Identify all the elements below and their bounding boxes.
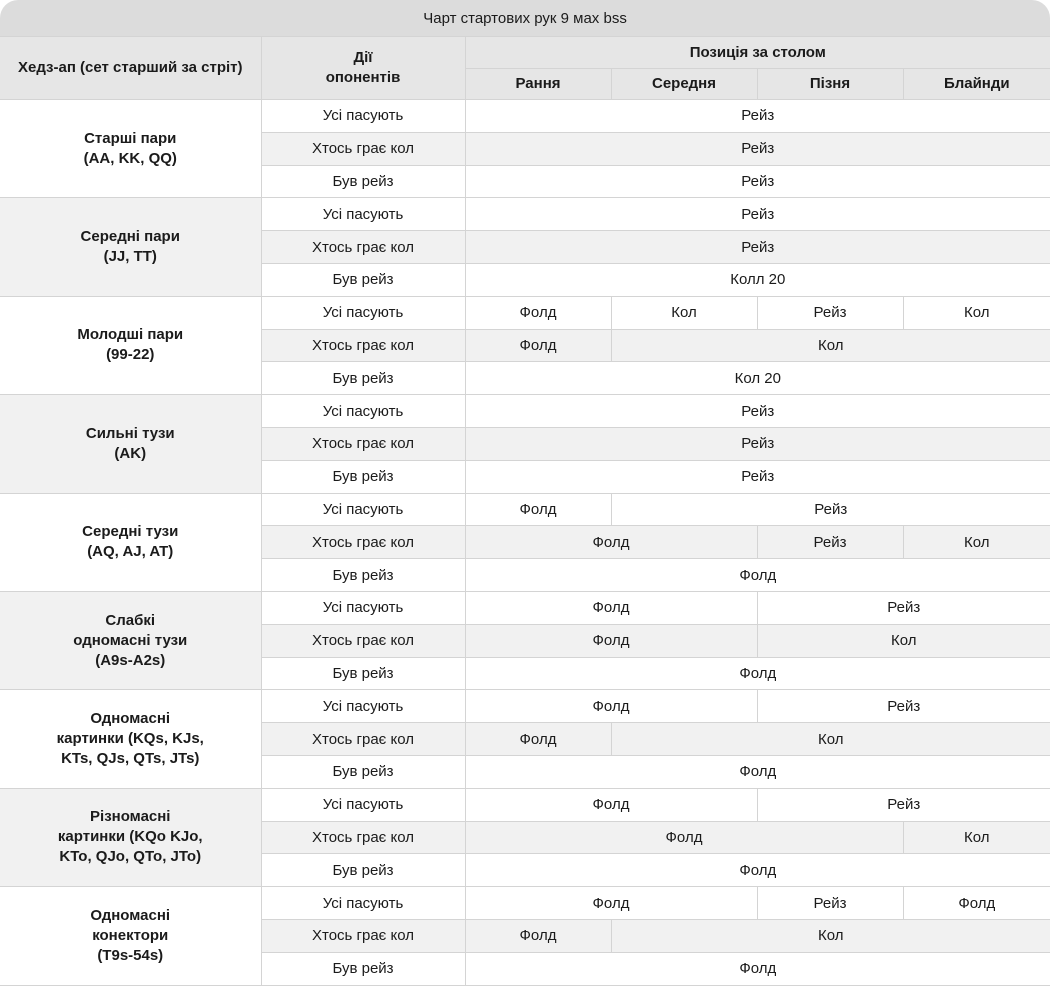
decision-cell: Рейз	[757, 296, 903, 329]
decision-cell: Рейз	[465, 395, 1050, 428]
decision-cell: Рейз	[757, 788, 1050, 821]
hand-group-line: Різномасні	[90, 808, 171, 826]
decision-cell: Кол	[611, 919, 1050, 952]
decision-cell: Рейз	[465, 231, 1050, 264]
decision-cell: Фолд	[465, 952, 1050, 985]
hand-group-line: Сильні тузи	[85, 424, 175, 442]
table-title: Чарт стартових рук 9 мах bss	[0, 0, 1050, 37]
opponent-action: Усі пасують	[261, 493, 465, 526]
hand-group-line: Середні пари	[80, 228, 180, 246]
decision-cell: Рейз	[465, 460, 1050, 493]
opponent-action: Був рейз	[261, 657, 465, 690]
decision-cell: Рейз	[465, 198, 1050, 231]
opponent-action: Був рейз	[261, 460, 465, 493]
decision-cell: Кол	[903, 526, 1050, 559]
table-body	[0, 100, 1050, 986]
hand-group-name	[0, 690, 261, 788]
hand-group-line: (AK)	[114, 444, 147, 462]
decision-cell: Фолд	[465, 526, 757, 559]
opponent-action: Був рейз	[261, 559, 465, 592]
hand-group-name	[0, 395, 261, 493]
position-header: Позиція за столом	[465, 37, 1050, 69]
decision-cell: Рейз	[611, 493, 1050, 526]
hand-group-line: картинки (KQs, KJs,	[56, 730, 204, 748]
hand-group-line: конектори	[92, 926, 169, 944]
position-early: Рання	[465, 69, 611, 100]
opponent-action: Був рейз	[261, 263, 465, 296]
table-row	[0, 788, 1050, 821]
decision-cell: Кол	[903, 296, 1050, 329]
decision-cell: Фолд	[465, 854, 1050, 887]
hand-group-line: Середні тузи	[82, 523, 179, 541]
opponent-action: Хтось грає кол	[261, 723, 465, 756]
opponent-action: Був рейз	[261, 755, 465, 788]
hand-group-name	[0, 296, 261, 394]
decision-cell: Фолд	[465, 493, 611, 526]
table-row	[0, 887, 1050, 920]
decision-cell: Рейз	[757, 591, 1050, 624]
hand-group-line: KTs, QJs, QTs, JTs)	[61, 750, 200, 768]
decision-cell: Фолд	[465, 887, 757, 920]
decision-cell: Фолд	[465, 591, 757, 624]
opponent-action: Усі пасують	[261, 690, 465, 723]
hand-group-line: Молодші пари	[77, 326, 184, 344]
hand-group-name	[0, 887, 261, 985]
opponent-action: Був рейз	[261, 952, 465, 985]
hand-group-line: Одномасні	[90, 906, 171, 924]
opponent-action: Усі пасують	[261, 591, 465, 624]
decision-cell: Кол	[611, 329, 1050, 362]
opponent-action: Був рейз	[261, 854, 465, 887]
decision-cell: Рейз	[465, 427, 1050, 460]
decision-cell: Фолд	[465, 821, 903, 854]
hand-group-line: Старші пари	[84, 129, 177, 147]
hand-group-name	[0, 493, 261, 591]
opponent-action: Хтось грає кол	[261, 919, 465, 952]
decision-cell: Фолд	[465, 657, 1050, 690]
hand-group-name	[0, 198, 261, 296]
decision-cell: Фолд	[465, 559, 1050, 592]
opponent-action: Усі пасують	[261, 296, 465, 329]
hand-group-name	[0, 591, 261, 689]
decision-cell: Рейз	[465, 100, 1050, 133]
table-row	[0, 296, 1050, 329]
decision-cell: Кол	[903, 821, 1050, 854]
hand-group-line: (JJ, TT)	[103, 248, 157, 266]
hand-group-line: (99-22)	[106, 346, 155, 364]
decision-cell: Колл 20	[465, 263, 1050, 296]
opponent-action: Хтось грає кол	[261, 624, 465, 657]
decision-cell: Фолд	[465, 919, 611, 952]
opponent-action: Був рейз	[261, 362, 465, 395]
decision-cell: Рейз	[465, 165, 1050, 198]
decision-cell: Кол	[757, 624, 1050, 657]
table-row	[0, 198, 1050, 231]
hand-group-name	[0, 100, 261, 198]
table-row	[0, 591, 1050, 624]
decision-cell: Фолд	[465, 690, 757, 723]
hand-group-line: Одномасні	[90, 710, 171, 728]
position-late: Пізня	[757, 69, 903, 100]
opponent-action: Усі пасують	[261, 100, 465, 133]
decision-cell: Рейз	[757, 526, 903, 559]
decision-cell: Кол 20	[465, 362, 1050, 395]
decision-cell: Фолд	[465, 296, 611, 329]
opponent-action: Хтось грає кол	[261, 526, 465, 559]
opponent-action: Хтось грає кол	[261, 231, 465, 264]
hand-group-header: Хедз-ап (сет старший за стріт)	[0, 37, 261, 100]
table-row	[0, 395, 1050, 428]
hand-group-line: (T9s-54s)	[97, 946, 164, 964]
decision-cell: Фолд	[903, 887, 1050, 920]
table-row	[0, 690, 1050, 723]
opponent-action: Хтось грає кол	[261, 329, 465, 362]
hand-group-line: (A9s-A2s)	[95, 651, 166, 669]
decision-cell: Фолд	[465, 723, 611, 756]
position-middle: Середня	[611, 69, 757, 100]
table-row	[0, 493, 1050, 526]
opponent-action: Був рейз	[261, 165, 465, 198]
hand-group-line: (AQ, AJ, AT)	[87, 543, 174, 561]
opponent-action: Хтось грає кол	[261, 427, 465, 460]
hand-group-line: одномасні тузи	[73, 631, 188, 649]
opponent-action: Усі пасують	[261, 395, 465, 428]
decision-cell: Рейз	[465, 132, 1050, 165]
position-blinds: Блайнди	[903, 69, 1050, 100]
decision-cell: Фолд	[465, 329, 611, 362]
hand-group-line: Слабкі	[105, 611, 156, 629]
opponents-header-line: Дії	[353, 49, 373, 66]
table-row	[0, 100, 1050, 133]
hand-group-line: картинки (KQo KJo,	[57, 828, 203, 846]
opponent-action: Усі пасують	[261, 198, 465, 231]
opponent-action: Усі пасують	[261, 887, 465, 920]
decision-cell: Фолд	[465, 788, 757, 821]
decision-cell: Рейз	[757, 690, 1050, 723]
decision-cell: Кол	[611, 723, 1050, 756]
decision-cell: Рейз	[757, 887, 903, 920]
decision-cell: Кол	[611, 296, 757, 329]
decision-cell: Фолд	[465, 624, 757, 657]
opponent-action: Усі пасують	[261, 788, 465, 821]
hand-group-name	[0, 788, 261, 886]
decision-cell: Фолд	[465, 755, 1050, 788]
hand-group-line: KTo, QJo, QTo, JTo)	[59, 848, 202, 866]
opponents-header-line: опонентів	[325, 69, 401, 86]
opponents-actions-header	[261, 37, 465, 100]
opponent-action: Хтось грає кол	[261, 821, 465, 854]
opponent-action: Хтось грає кол	[261, 132, 465, 165]
hand-group-line: (AA, KK, QQ)	[83, 149, 177, 167]
